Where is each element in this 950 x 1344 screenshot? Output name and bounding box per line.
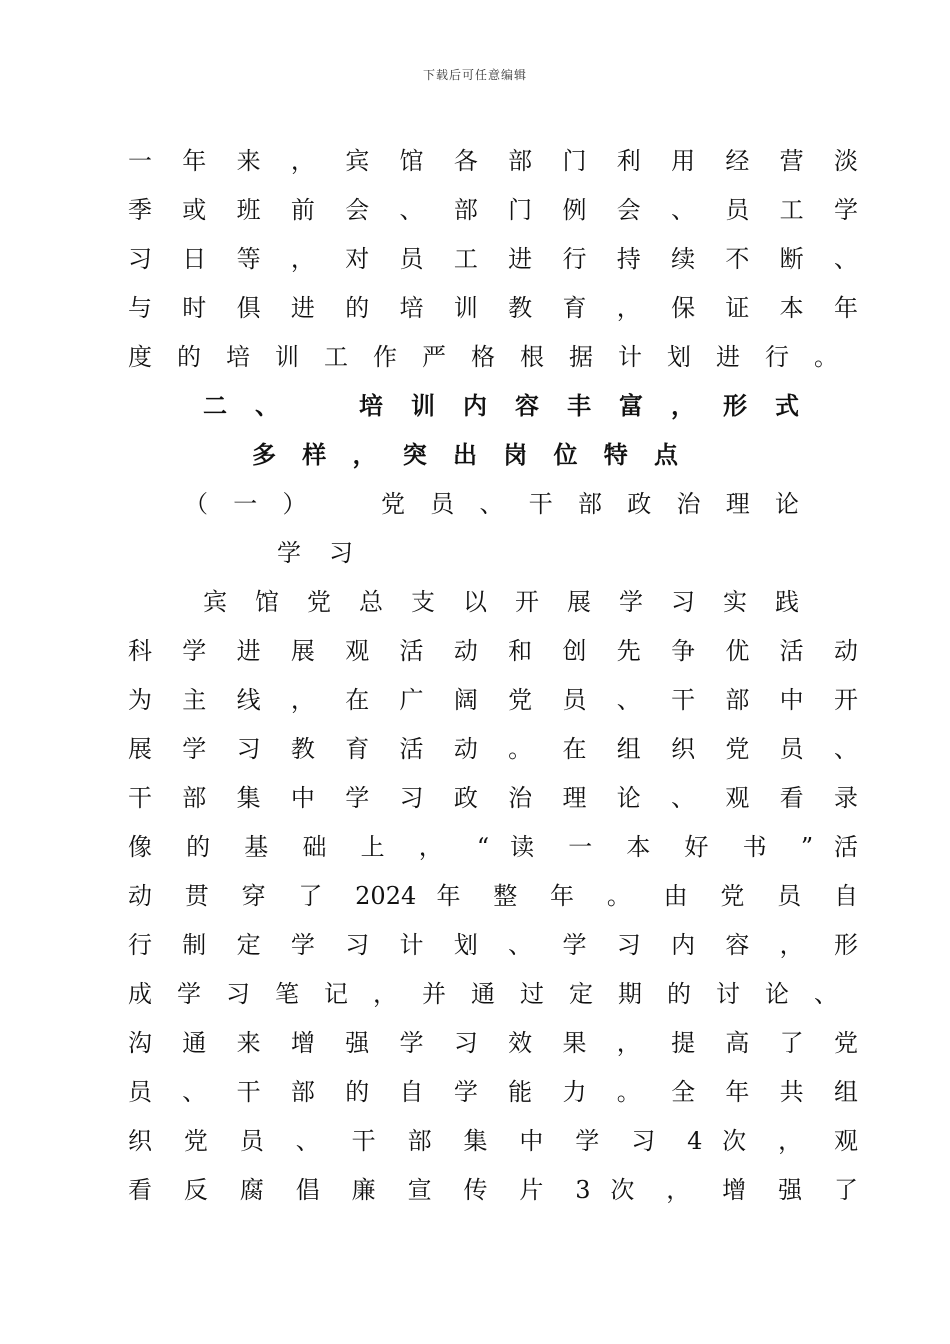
paragraph-line: 季 或 班 前 会 、 部 门 例 会 、 员 工 学: [128, 196, 858, 224]
paragraph-line: 动 贯 穿 了 2024 年 整 年 。 由 党 员 自: [128, 882, 858, 910]
paragraph-line: 习 日 等 ， 对 员 工 进 行 持 续 不 断 、: [128, 245, 858, 273]
paragraph-line: 行 制 定 学 习 计 划 、 学 习 内 容 ， 形: [128, 931, 858, 959]
paragraph-line: 干 部 集 中 学 习 政 治 理 论 、 观 看 录: [128, 784, 858, 812]
paragraph-line: 宾 馆 党 总 支 以 开 展 学 习 实 践: [203, 588, 799, 616]
paragraph-line: 展 学 习 教 育 活 动 。 在 组 织 党 员 、: [128, 735, 858, 763]
paragraph-line: 沟 通 来 增 强 学 习 效 果 ， 提 高 了 党: [128, 1029, 858, 1057]
page-header-note: 下载后可任意编辑: [422, 68, 527, 82]
paragraph-line: 科 学 进 展 观 活 动 和 创 先 争 优 活 动: [128, 637, 858, 665]
paragraph-line: 织 党 员 、 干 部 集 中 学 习 4 次 ， 观: [128, 1127, 858, 1155]
section-heading: 二 、 培 训 内 容 丰 富 ， 形 式: [203, 391, 799, 420]
subsection-heading: 学 习: [277, 539, 353, 567]
paragraph-line: 员 、 干 部 的 自 学 能 力 。 全 年 共 组: [128, 1078, 858, 1106]
paragraph-line: 成 学 习 笔 记 ， 并 通 过 定 期 的 讨 论 、: [128, 980, 838, 1008]
paragraph-line: 度 的 培 训 工 作 严 格 根 据 计 划 进 行 。: [128, 343, 838, 371]
paragraph-line: 看 反 腐 倡 廉 宣 传 片 3 次 ， 增 强 了: [128, 1176, 858, 1204]
paragraph-line: 像 的 基 础 上 ， “ 读 一 本 好 书 ” 活: [128, 833, 858, 861]
paragraph-line: 一 年 来 ， 宾 馆 各 部 门 利 用 经 营 淡: [128, 147, 858, 175]
paragraph-line: 与 时 俱 进 的 培 训 教 育 ， 保 证 本 年: [128, 294, 858, 322]
paragraph-line: 为 主 线 ， 在 广 阔 党 员 、 干 部 中 开: [128, 686, 858, 714]
section-heading: 多 样 ， 突 出 岗 位 特 点: [252, 440, 678, 469]
subsection-heading: （ 一 ） 党 员 、 干 部 政 治 理 论: [184, 490, 799, 518]
